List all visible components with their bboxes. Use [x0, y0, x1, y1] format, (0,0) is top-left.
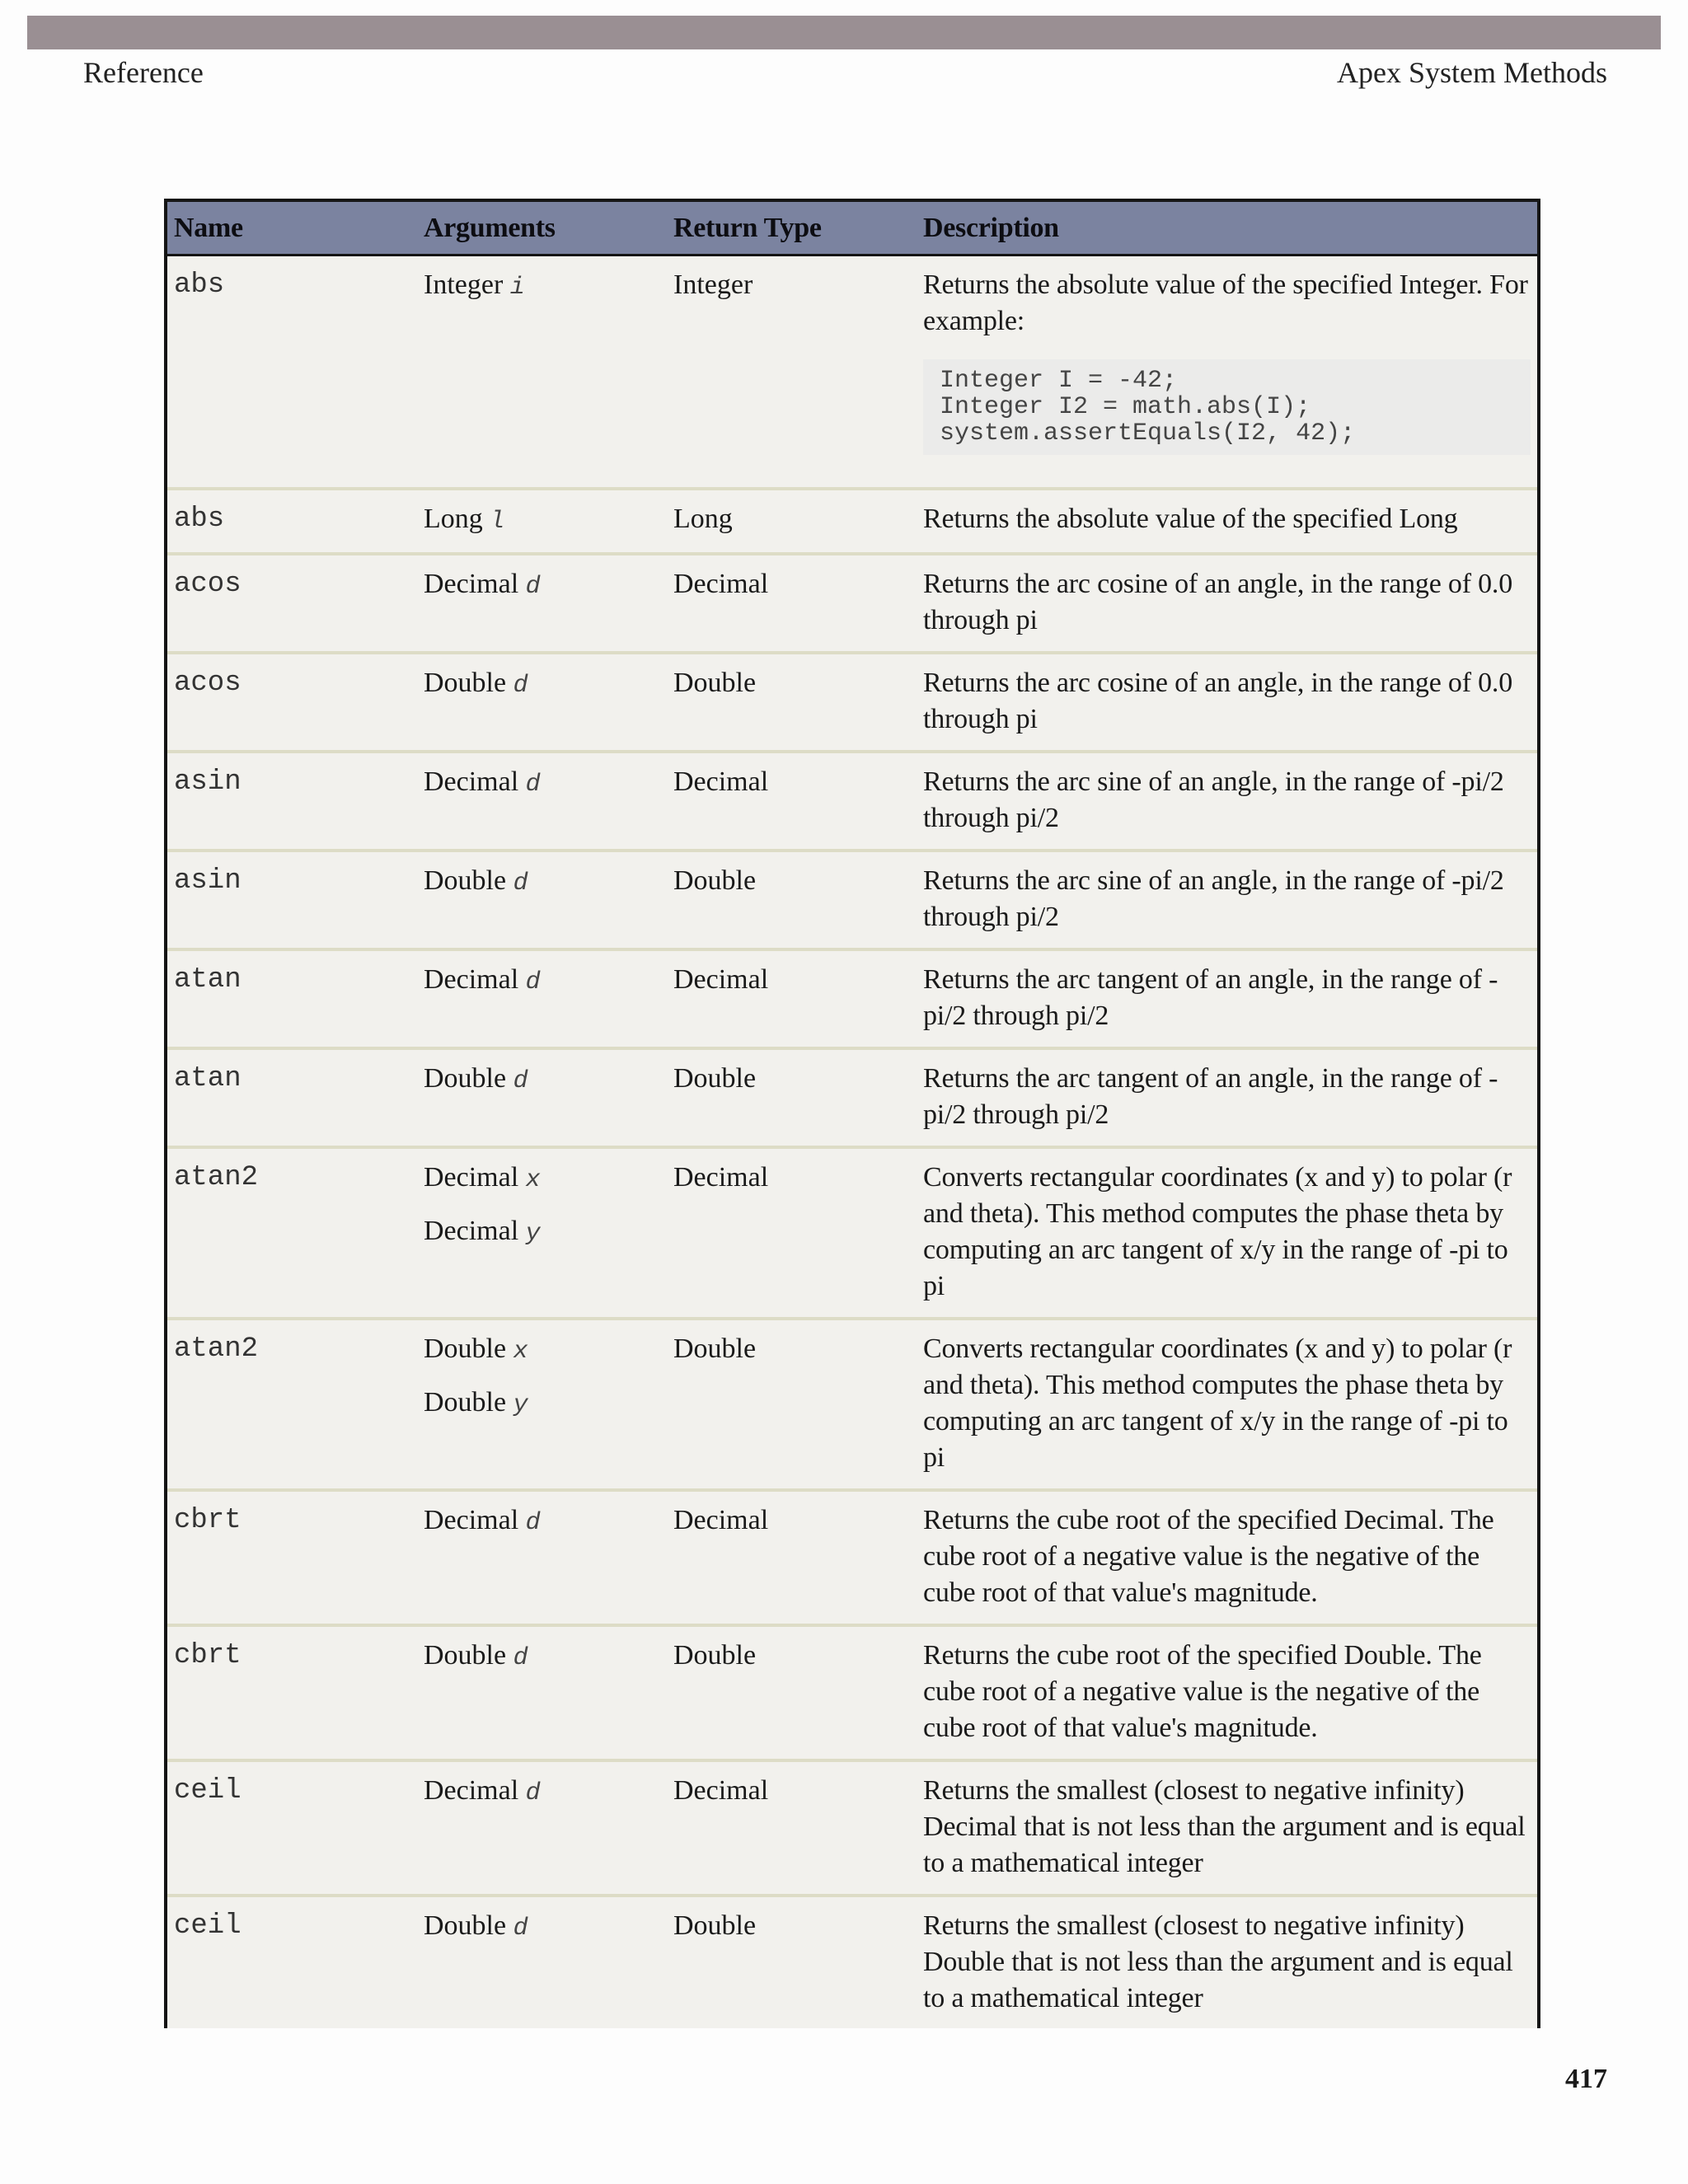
description-text: Returns the arc cosine of an angle, in the range of 0.0 through pi	[923, 668, 1513, 734]
method-arguments	[417, 1319, 667, 1490]
argument-type: Double	[424, 1640, 507, 1671]
method-name: ceil	[167, 1760, 417, 1896]
argument-type: Decimal	[424, 766, 519, 797]
method-description	[917, 1048, 1537, 1147]
table-row	[167, 1147, 1537, 1319]
column-header-arguments: Arguments	[417, 200, 667, 255]
return-type: Decimal	[667, 949, 917, 1048]
table-row	[167, 554, 1537, 653]
return-type: Decimal	[667, 1490, 917, 1625]
table-row	[167, 949, 1537, 1048]
method-name: abs	[167, 255, 417, 490]
argument-type: Double	[424, 865, 507, 896]
methods-table-container	[164, 199, 1540, 2028]
argument-type: Double	[424, 1063, 507, 1094]
method-description	[917, 1625, 1537, 1760]
argument-variable: d	[525, 573, 541, 601]
page-number: 417	[1565, 2064, 1607, 2094]
description-text: Returns the cube root of the specified Double. The cube root of a negative value is the negative of the cube root of that value's magnitude.	[923, 1640, 1482, 1743]
description-text: Returns the smallest (closest to negative infinity) Double that is not less than the argument and is equal to a mathematical integer	[923, 1910, 1513, 2013]
method-arguments	[417, 1896, 667, 2028]
chapter-title: Apex System Methods	[1337, 56, 1607, 89]
header-bar	[27, 16, 1661, 49]
method-name: abs	[167, 489, 417, 554]
method-arguments	[417, 1147, 667, 1319]
description-text: Returns the arc sine of an angle, in the range of -pi/2 through pi/2	[923, 865, 1504, 932]
description-text: Returns the arc tangent of an angle, in the range of -pi/2 through pi/2	[923, 964, 1498, 1031]
table-header-row	[167, 200, 1537, 255]
argument-type: Decimal	[424, 1505, 519, 1535]
column-header-name: Name	[167, 200, 417, 255]
argument	[424, 566, 660, 605]
method-description	[917, 653, 1537, 752]
method-arguments	[417, 1490, 667, 1625]
table-row	[167, 1625, 1537, 1760]
argument-type: Double	[424, 1910, 507, 1941]
table-row	[167, 1490, 1537, 1625]
argument	[424, 962, 660, 1001]
argument	[424, 764, 660, 803]
argument-variable: d	[525, 1779, 541, 1807]
argument	[424, 1061, 660, 1099]
method-description	[917, 949, 1537, 1048]
argument	[424, 665, 660, 704]
method-arguments	[417, 752, 667, 851]
method-name: atan2	[167, 1319, 417, 1490]
return-type: Decimal	[667, 1147, 917, 1319]
return-type: Decimal	[667, 752, 917, 851]
description-text: Converts rectangular coordinates (x and y) to polar (r and theta). This method computes the phase theta by computing an arc tangent of x/y in the range of -pi to pi	[923, 1162, 1512, 1301]
argument	[424, 1213, 660, 1252]
methods-table	[167, 199, 1537, 2028]
description-text: Returns the arc cosine of an angle, in the range of 0.0 through pi	[923, 569, 1513, 635]
argument-type: Decimal	[424, 964, 519, 995]
argument-type: Decimal	[424, 569, 519, 599]
method-description	[917, 1896, 1537, 2028]
argument-type: Decimal	[424, 1775, 519, 1806]
return-type: Integer	[667, 255, 917, 490]
return-type: Double	[667, 1625, 917, 1760]
method-name: atan	[167, 949, 417, 1048]
method-description	[917, 554, 1537, 653]
argument-type: Long	[424, 504, 483, 534]
argument	[424, 1160, 660, 1198]
argument-variable: d	[513, 1067, 528, 1095]
argument-variable: l	[490, 508, 505, 536]
argument-variable: d	[525, 771, 541, 799]
argument	[424, 1502, 660, 1541]
description-text: Returns the arc sine of an angle, in the range of -pi/2 through pi/2	[923, 766, 1504, 833]
description-text: Returns the absolute value of the specified Long	[923, 504, 1458, 534]
method-description	[917, 1760, 1537, 1896]
argument-type: Double	[424, 1387, 507, 1418]
column-header-return-type: Return Type	[667, 200, 917, 255]
argument	[424, 1331, 660, 1370]
argument-type: Decimal	[424, 1162, 519, 1193]
argument-variable: d	[525, 1509, 541, 1537]
method-description	[917, 752, 1537, 851]
method-arguments	[417, 255, 667, 490]
argument	[424, 1638, 660, 1676]
method-arguments	[417, 489, 667, 554]
method-description	[917, 1147, 1537, 1319]
argument-type: Decimal	[424, 1216, 519, 1246]
argument-variable: x	[513, 1338, 528, 1366]
section-title: Reference	[83, 56, 204, 89]
table-row	[167, 1760, 1537, 1896]
method-description	[917, 1319, 1537, 1490]
method-arguments	[417, 851, 667, 949]
method-arguments	[417, 1048, 667, 1147]
table-row	[167, 1048, 1537, 1147]
argument	[424, 267, 660, 306]
argument-variable: d	[513, 869, 528, 898]
table-row	[167, 851, 1537, 949]
table-row	[167, 489, 1537, 554]
argument-variable: d	[513, 1915, 528, 1943]
description-text: Returns the smallest (closest to negative infinity) Decimal that is not less than the argument and is equal to a mathematical integer	[923, 1775, 1526, 1878]
return-type: Double	[667, 851, 917, 949]
argument	[424, 863, 660, 902]
method-name: cbrt	[167, 1490, 417, 1625]
description-text: Returns the arc tangent of an angle, in the range of -pi/2 through pi/2	[923, 1063, 1498, 1130]
return-type: Double	[667, 1048, 917, 1147]
argument-variable: i	[509, 274, 525, 302]
method-description	[917, 255, 1537, 490]
description-text: Returns the cube root of the specified Decimal. The cube root of a negative value is the negative of the cube root of that value's magnitude.	[923, 1505, 1494, 1608]
method-name: acos	[167, 554, 417, 653]
argument	[424, 1908, 660, 1947]
method-name: atan	[167, 1048, 417, 1147]
table-row	[167, 1896, 1537, 2028]
column-header-description: Description	[917, 200, 1537, 255]
table-row	[167, 1319, 1537, 1490]
method-arguments	[417, 1625, 667, 1760]
method-name: ceil	[174, 1910, 241, 1942]
method-name: asin	[167, 851, 417, 949]
argument	[424, 1773, 660, 1811]
argument-variable: y	[525, 1220, 541, 1248]
method-name: asin	[167, 752, 417, 851]
return-type: Double	[667, 653, 917, 752]
argument-type: Double	[424, 1333, 507, 1364]
argument	[424, 1385, 660, 1423]
argument-variable: d	[513, 672, 528, 700]
argument-variable: x	[525, 1166, 541, 1194]
method-description	[917, 489, 1537, 554]
table-row	[167, 255, 1537, 490]
return-type: Long	[667, 489, 917, 554]
method-arguments	[417, 653, 667, 752]
argument-type: Integer	[424, 269, 504, 300]
method-description	[917, 1490, 1537, 1625]
return-type: Double	[667, 1319, 917, 1490]
argument	[424, 501, 660, 540]
description-text: Converts rectangular coordinates (x and y) to polar (r and theta). This method computes the phase theta by computing an arc tangent of x/y in the range of -pi to pi	[923, 1333, 1512, 1473]
method-name: atan2	[167, 1147, 417, 1319]
table-row	[167, 653, 1537, 752]
return-type: Decimal	[667, 554, 917, 653]
argument-variable: y	[513, 1391, 528, 1419]
argument-type: Double	[424, 668, 507, 698]
method-arguments	[417, 554, 667, 653]
method-name: acos	[167, 653, 417, 752]
method-arguments	[417, 1760, 667, 1896]
return-type: Double	[673, 1910, 757, 1941]
method-description	[917, 851, 1537, 949]
argument-variable: d	[525, 968, 541, 996]
method-arguments	[417, 949, 667, 1048]
table-row	[167, 752, 1537, 851]
return-type: Decimal	[667, 1760, 917, 1896]
method-name: cbrt	[167, 1625, 417, 1760]
description-text: Returns the absolute value of the specified Integer. For example:	[923, 269, 1528, 336]
code-example: Integer I = -42; Integer I2 = math.abs(I); system.assertEquals(I2, 42);	[923, 359, 1531, 455]
argument-variable: d	[513, 1644, 528, 1672]
